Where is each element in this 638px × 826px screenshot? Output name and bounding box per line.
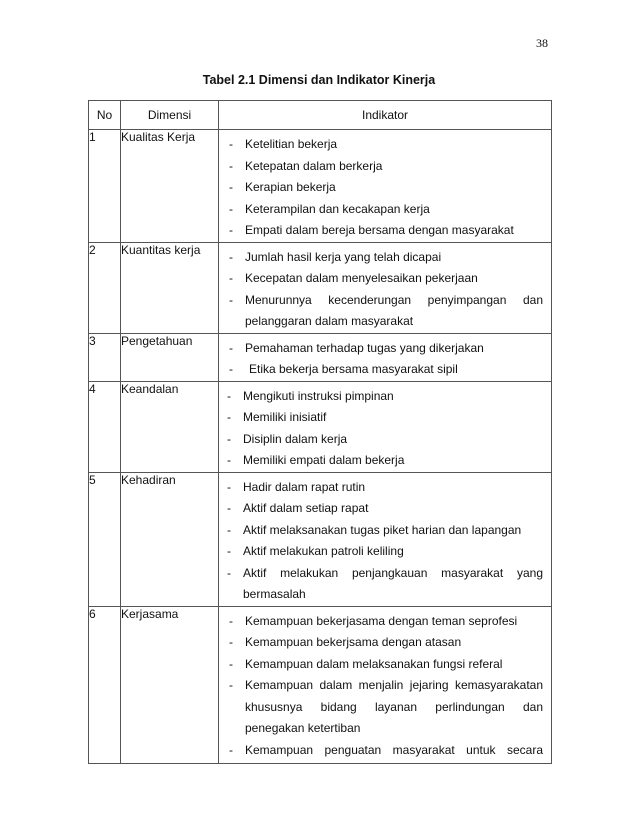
row-number: 5: [89, 472, 121, 606]
indicator-item: - Memiliki empati dalam bekerja: [227, 453, 405, 467]
indicator-item: - Hadir dalam rapat rutin: [227, 479, 366, 494]
dimension-name: Kuantitas kerja: [121, 242, 219, 333]
dimension-name: Pengetahuan: [121, 333, 219, 381]
indicator-continuation: pelanggaran dalam masyarakat: [245, 314, 414, 328]
table-row: [89, 606, 552, 764]
indicator-item: - Kemampuan bekerjasama dengan teman seprofesi: [229, 613, 518, 628]
indicator-item: - Aktif melakukan penjangkauan masyarakat yang: [227, 565, 543, 580]
row-number: 4: [89, 381, 121, 472]
indicator-cell: [219, 242, 552, 333]
indicator-item: - Kemampuan dalam melaksanakan fungsi referal: [229, 656, 503, 671]
header-no: No: [89, 101, 121, 130]
indicator-item: - Keterampilan dan kecakapan kerja: [229, 201, 430, 216]
indicator-item: - Pemahaman terhadap tugas yang dikerjakan: [229, 340, 484, 355]
indicator-item: - Ketelitian bekerja: [229, 137, 338, 151]
indicator-cell: [219, 472, 552, 606]
indicator-item: - Kerapian bekerja: [229, 180, 336, 194]
indicator-item: - Kecepatan dalam menyelesaikan pekerjaan: [229, 271, 478, 285]
indicator-cell: [219, 130, 552, 243]
indicator-item: - Memiliki inisiatif: [227, 410, 327, 424]
header-dimensi: Dimensi: [121, 101, 219, 130]
indicator-continuation: khususnya bidang layanan perlindungan dan: [245, 699, 543, 714]
indicator-cell: [219, 606, 552, 764]
indicator-item: - Kemampuan penguatan masyarakat untuk secara: [229, 742, 543, 757]
dimension-name: Kualitas Kerja: [121, 130, 219, 243]
header-indikator: Indikator: [219, 101, 552, 130]
page-number: 38: [536, 36, 548, 50]
indicator-cell: [219, 381, 552, 472]
indicator-item: - Ketepatan dalam berkerja: [229, 158, 383, 173]
indicator-item: - Jumlah hasil kerja yang telah dicapai: [229, 249, 442, 264]
row-number: 2: [89, 242, 121, 333]
indicator-item: - Menurunnya kecenderungan penyimpangan dan: [229, 292, 543, 307]
indicator-item: - Disiplin dalam kerja: [227, 431, 348, 446]
indicator-cell: [219, 333, 552, 381]
dimension-name: Kerjasama: [121, 606, 219, 764]
indicator-continuation: penegakan ketertiban: [245, 721, 361, 735]
row-number: 6: [89, 606, 121, 764]
table-row: [89, 130, 552, 243]
table-header-row: [89, 101, 552, 130]
indicator-item: - Aktif melaksanakan tugas piket harian dan lapangan: [227, 522, 522, 537]
indicator-item: - Etika bekerja bersama masyarakat sipil: [229, 362, 458, 376]
dimension-name: Keandalan: [121, 381, 219, 472]
indicator-continuation: bermasalah: [243, 587, 306, 601]
indicator-item: - Aktif dalam setiap rapat: [227, 501, 369, 515]
table-row: [89, 242, 552, 333]
indicator-item: - Kemampuan bekerjsama dengan atasan: [229, 635, 462, 649]
indicator-item: - Kemampuan dalam menjalin jejaring kemasyarakatan: [229, 678, 543, 692]
table-caption: Tabel 2.1 Dimensi dan Indikator Kinerja: [202, 73, 436, 87]
row-number: 3: [89, 333, 121, 381]
table-row: [89, 472, 552, 606]
performance-table: [88, 100, 552, 764]
dimension-name: Kehadiran: [121, 472, 219, 606]
table-row: [89, 381, 552, 472]
table-row: [89, 333, 552, 381]
indicator-item: - Aktif melakukan patroli keliling: [227, 544, 404, 558]
row-number: 1: [89, 130, 121, 243]
indicator-item: - Mengikuti instruksi pimpinan: [227, 388, 394, 403]
indicator-item: - Empati dalam bereja bersama dengan masyarakat: [229, 223, 514, 237]
